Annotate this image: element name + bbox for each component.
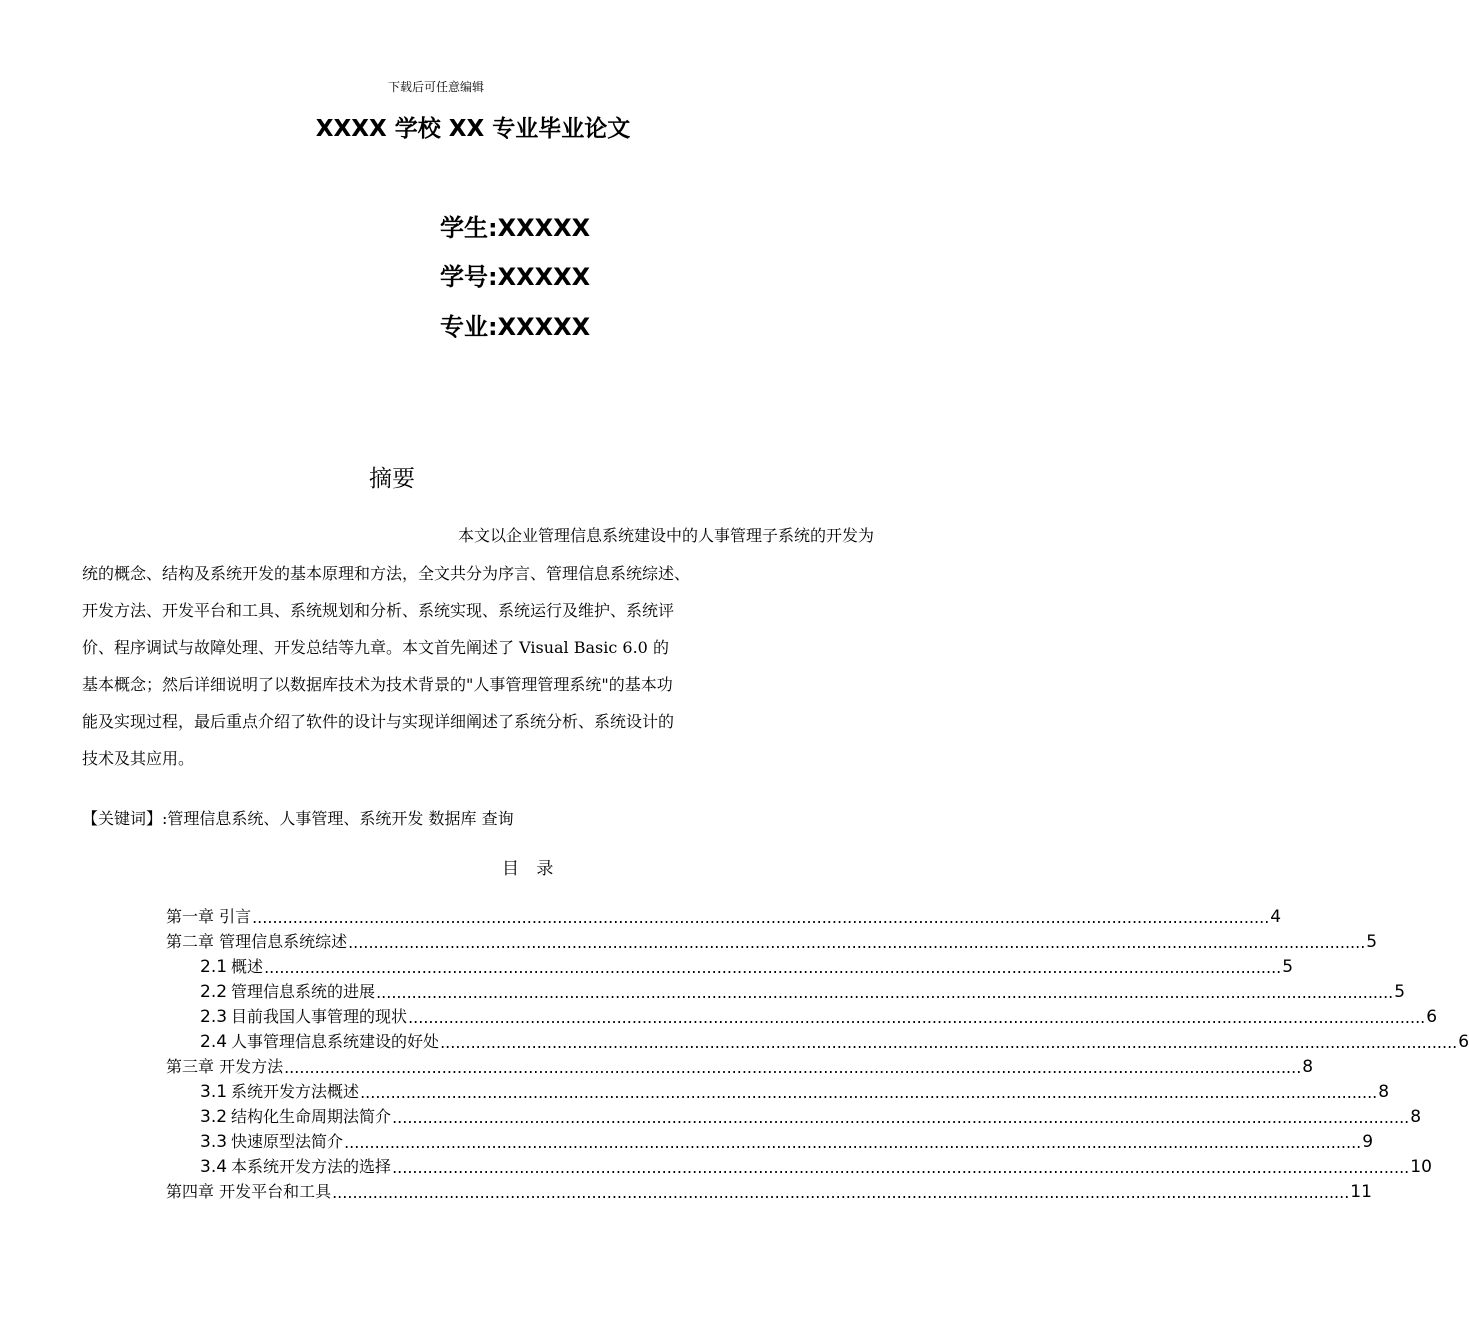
toc-leader-dots: ........................................................................................................................................................................................................ <box>332 1183 1350 1202</box>
toc-entry[interactable] <box>166 1077 1390 1102</box>
toc-entry-page: 6 <box>1458 1032 1469 1052</box>
toc-leader-dots: ........................................................................................................................................................................................................ <box>284 1058 1302 1077</box>
toc-entry-number: 3.1 <box>200 1082 228 1102</box>
abstract-line: 能及实现过程，最后重点介绍了软件的设计与实现详细阐述了系统分析、系统设计的 <box>82 712 675 731</box>
toc-entry-page: 8 <box>1378 1082 1390 1102</box>
toc-entry[interactable] <box>166 1127 1374 1152</box>
toc-entry[interactable] <box>166 1152 1432 1177</box>
toc-leader-dots: ........................................................................................................................................................................................................ <box>348 933 1366 952</box>
abstract-line: 技术及其应用。 <box>82 749 195 768</box>
toc-entry-page: 5 <box>1394 982 1406 1002</box>
toc-entry-label: 目前我国人事管理的现状 <box>231 1007 408 1026</box>
abstract-line: 统的概念、结构及系统开发的基本原理和方法，全文共分为序言、管理信息系统综述、 <box>82 564 691 583</box>
toc-entry-page: 5 <box>1366 932 1378 952</box>
toc-leader-dots: ........................................................................................................................................................................................................ <box>440 1033 1458 1052</box>
abstract-line: 基本概念；然后详细说明了以数据库技术为技术背景的"人事管理管理系统"的基本功 <box>82 675 673 694</box>
toc-entry-label: 第四章 开发平台和工具 <box>166 1182 332 1201</box>
toc-entry-page: 10 <box>1410 1157 1432 1177</box>
toc-entry-number: 2.1 <box>200 957 228 977</box>
toc-leader-dots: ........................................................................................................................................................................................................ <box>392 1158 1410 1177</box>
toc-entry-page: 5 <box>1282 957 1294 977</box>
toc-entry-label: 结构化生命周期法简介 <box>231 1107 392 1126</box>
toc-leader-dots: ........................................................................................................................................................................................................ <box>264 958 1282 977</box>
toc-entry-number: 3.4 <box>200 1157 228 1177</box>
toc-leader-dots: ........................................................................................................................................................................................................ <box>344 1133 1362 1152</box>
toc-entry-page: 11 <box>1350 1182 1372 1202</box>
toc-entry[interactable] <box>166 977 1406 1002</box>
toc-heading: 目 录 <box>502 859 560 879</box>
toc-entry-label: 快速原型法简介 <box>231 1132 344 1151</box>
toc-leader-dots: ........................................................................................................................................................................................................ <box>252 908 1270 927</box>
watermark-text: 下载后可任意编辑 <box>388 80 485 94</box>
abstract-line: 本文以企业管理信息系统建设中的人事管理子系统的开发为 <box>458 526 875 545</box>
student-name: 学生:XXXXX <box>440 214 591 242</box>
toc-entry-page: 9 <box>1362 1132 1374 1152</box>
toc-entry-label: 系统开发方法概述 <box>231 1082 360 1101</box>
toc-entry-page: 4 <box>1270 907 1282 927</box>
toc-entry-number: 2.3 <box>200 1007 228 1027</box>
toc-entry[interactable] <box>166 927 1378 952</box>
toc-entry-number: 2.4 <box>200 1032 228 1052</box>
toc-entry-page: 6 <box>1426 1007 1438 1027</box>
toc-leader-dots: ........................................................................................................................................................................................................ <box>360 1083 1378 1102</box>
table-of-contents <box>166 902 1469 1202</box>
toc-leader-dots: ........................................................................................................................................................................................................ <box>376 983 1394 1002</box>
student-id: 学号:XXXXX <box>440 263 591 291</box>
toc-entry-page: 8 <box>1302 1057 1314 1077</box>
toc-entry-label: 第二章 管理信息系统综述 <box>166 932 348 951</box>
toc-entry-label: 管理信息系统的进展 <box>231 982 376 1001</box>
toc-entry-number: 3.2 <box>200 1107 228 1127</box>
toc-entry[interactable] <box>166 902 1282 927</box>
toc-entry[interactable] <box>166 1102 1422 1127</box>
student-major: 专业:XXXXX <box>440 313 591 341</box>
toc-entry-label: 第三章 开发方法 <box>166 1057 284 1076</box>
keywords: 【关键词】:管理信息系统、人事管理、系统开发 数据库 查询 <box>82 809 514 828</box>
abstract-heading: 摘要 <box>369 466 415 492</box>
abstract-line: 价、程序调试与故障处理、开发总结等九章。本文首先阐述了 Visual Basic 6.0 的 <box>82 638 669 657</box>
toc-entry-number: 3.3 <box>200 1132 228 1152</box>
toc-leader-dots: ........................................................................................................................................................................................................ <box>408 1008 1426 1027</box>
toc-entry[interactable] <box>166 1002 1438 1027</box>
toc-entry-number: 2.2 <box>200 982 228 1002</box>
toc-entry[interactable] <box>166 952 1294 977</box>
toc-entry[interactable] <box>166 1027 1469 1052</box>
document-title: XXXX 学校 XX 专业毕业论文 <box>315 116 631 142</box>
toc-entry-label: 概述 <box>231 957 264 976</box>
toc-entry-label: 本系统开发方法的选择 <box>231 1157 392 1176</box>
toc-leader-dots: ........................................................................................................................................................................................................ <box>392 1108 1410 1127</box>
toc-entry-label: 第一章 引言 <box>166 907 252 926</box>
toc-entry[interactable] <box>166 1177 1372 1202</box>
toc-entry-label: 人事管理信息系统建设的好处 <box>231 1032 440 1051</box>
abstract-line: 开发方法、开发平台和工具、系统规划和分析、系统实现、系统运行及维护、系统评 <box>82 601 675 620</box>
toc-entry[interactable] <box>166 1052 1314 1077</box>
toc-entry-page: 8 <box>1410 1107 1422 1127</box>
